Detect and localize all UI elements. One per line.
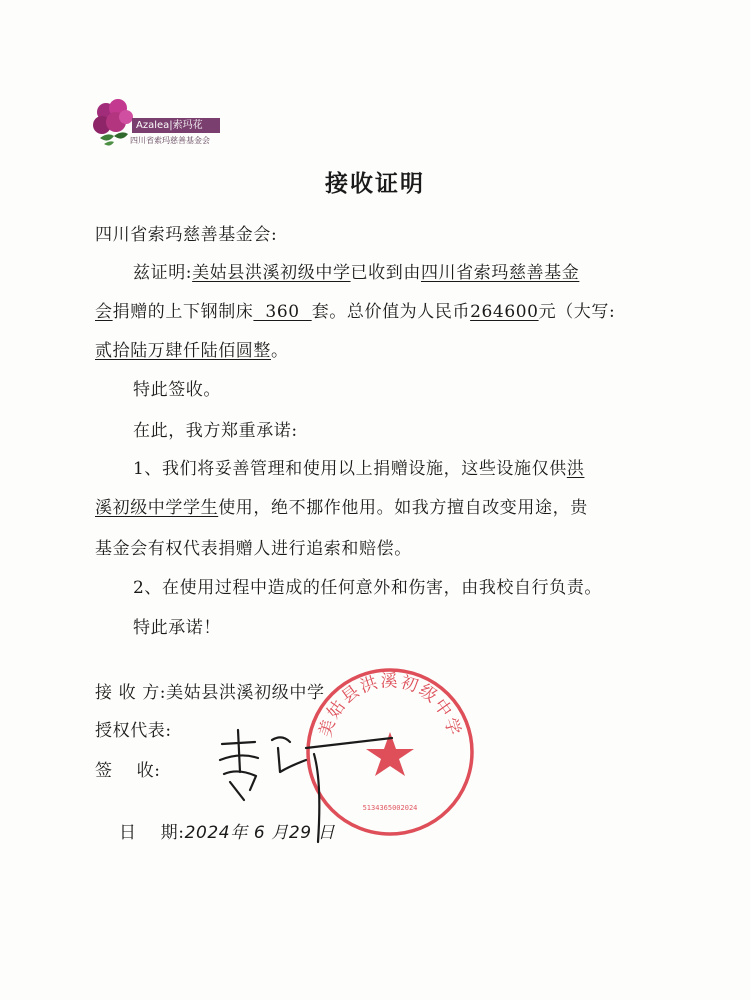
receiver-value: 美姑县洪溪初级中学 [166, 683, 325, 703]
stamp-text: 美姑县洪溪初级中学 [315, 671, 465, 740]
bed-quantity: 360 [253, 302, 312, 322]
receiver-label: 接 收 方: [95, 683, 167, 703]
logo-brand-text: Azalea|索玛花 [132, 118, 220, 133]
stamp-code: 5134365002024 [362, 804, 418, 812]
paragraph-certify-line-1: 兹证明:美姑县洪溪初级中学已收到由四川省索玛慈善基金 [133, 263, 580, 283]
logo-org-text: 四川省索玛慈善基金会 [130, 136, 210, 145]
date-label: 日 期: [119, 823, 185, 843]
sign-label: 签 收: [95, 761, 161, 781]
receipt-statement: 特此签收。 [133, 380, 221, 400]
date-value: 2024年 6 月29 日 [184, 823, 336, 843]
paragraph-certify-line-3: 贰拾陆万肆仟陆佰圆整。 [95, 341, 289, 361]
total-amount: 264600 [470, 302, 539, 322]
foundation-name: 四川省索玛慈善基金 [420, 263, 580, 283]
promise-item-1-line-2: 溪初级中学学生使用，绝不挪作他用。如我方擅自改变用途，贵 [95, 498, 588, 518]
foundation-logo [92, 98, 227, 150]
beneficiary-name: 溪初级中学学生 [95, 498, 219, 518]
receiver-field [95, 681, 325, 705]
salutation: 四川省索玛慈善基金会: [95, 225, 278, 245]
handwritten-signature [210, 712, 410, 847]
promise-item-1-line-1: 1、我们将妥善管理和使用以上捐赠设施，这些设施仅供洪 [133, 459, 585, 479]
promise-closing: 特此承诺！ [133, 618, 221, 638]
document-title: 接收证明 [325, 171, 425, 197]
representative-label: 授权代表: [95, 721, 172, 741]
school-name: 美姑县洪溪初级中学 [192, 263, 351, 283]
promise-item-2: 2、在使用过程中造成的任何意外和伤害，由我校自行负责。 [133, 578, 603, 598]
amount-in-words: 贰拾陆万肆仟陆佰圆整 [95, 341, 271, 361]
promise-item-1-line-3: 基金会有权代表捐赠人进行追索和赔偿。 [95, 539, 412, 559]
promise-intro: 在此，我方郑重承诺: [133, 421, 298, 441]
paragraph-certify-line-2: 会捐赠的上下钢制床 360 套。总价值为人民币264600元（大写: [95, 302, 616, 322]
